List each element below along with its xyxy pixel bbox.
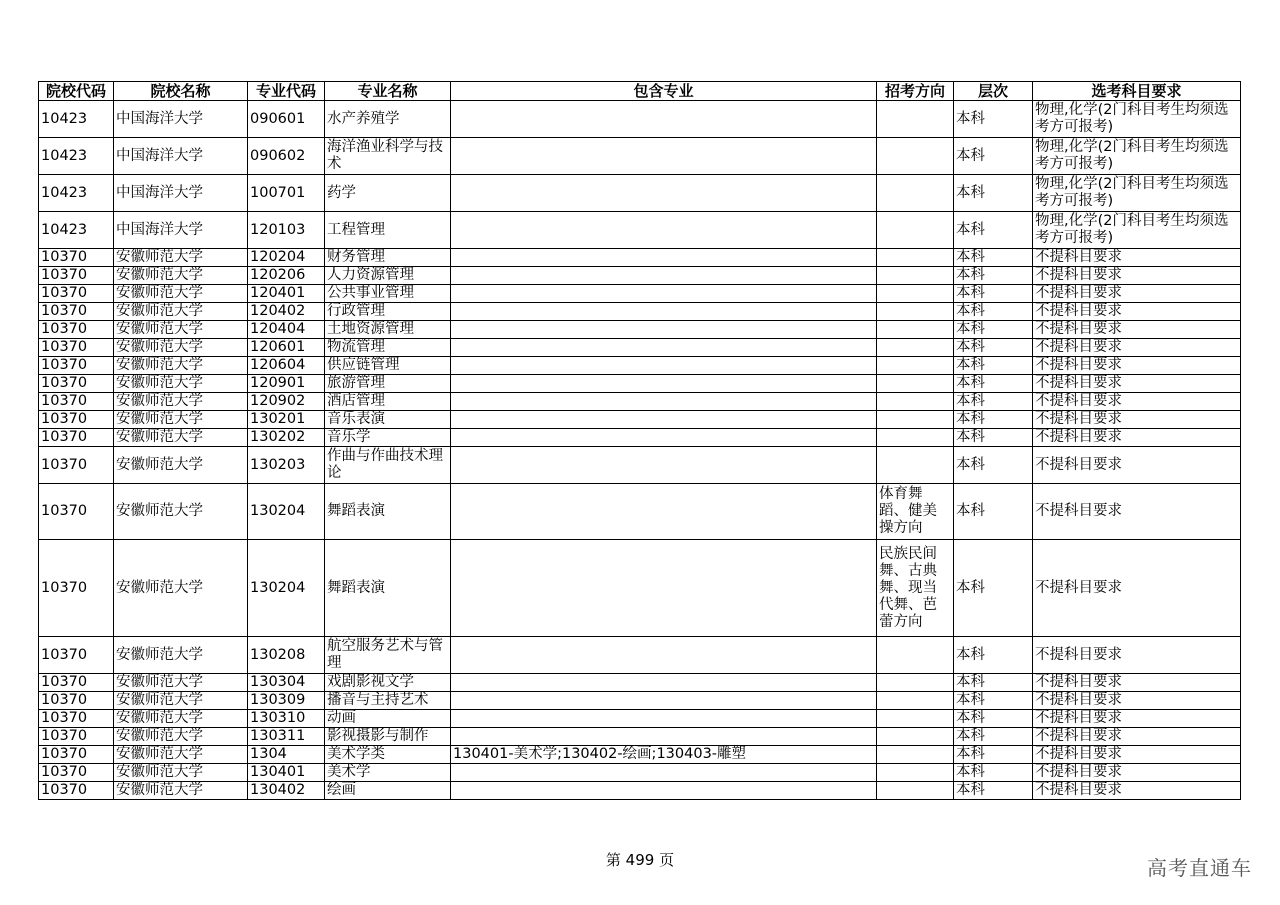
- table-row: [39, 101, 1241, 138]
- cell-school-name: 安徽师范大学: [114, 285, 248, 303]
- cell-included-majors: [451, 212, 877, 249]
- cell-direction: [877, 175, 954, 212]
- cell-school-code: 10370: [39, 411, 114, 429]
- cell-requirement: 不提科目要求: [1033, 746, 1241, 764]
- cell-included-majors: [451, 782, 877, 800]
- table-row: [39, 447, 1241, 484]
- cell-school-code: 10370: [39, 447, 114, 484]
- cell-level: 本科: [954, 728, 1033, 746]
- cell-requirement: 不提科目要求: [1033, 782, 1241, 800]
- cell-school-code: 10370: [39, 393, 114, 411]
- cell-level: 本科: [954, 321, 1033, 339]
- cell-requirement: 不提科目要求: [1033, 357, 1241, 375]
- cell-included-majors: [451, 710, 877, 728]
- cell-direction: [877, 447, 954, 484]
- table-row: [39, 138, 1241, 175]
- cell-major-name: 音乐表演: [325, 411, 451, 429]
- table-row: [39, 212, 1241, 249]
- cell-direction: [877, 674, 954, 692]
- cell-school-name: 中国海洋大学: [114, 175, 248, 212]
- cell-direction: 民族民间舞、古典舞、现当代舞、芭蕾方向: [877, 540, 954, 637]
- cell-school-code: 10423: [39, 138, 114, 175]
- cell-included-majors: [451, 101, 877, 138]
- cell-level: 本科: [954, 212, 1033, 249]
- cell-included-majors: [451, 540, 877, 637]
- cell-requirement: 不提科目要求: [1033, 484, 1241, 540]
- table-row: [39, 249, 1241, 267]
- cell-school-code: 10370: [39, 249, 114, 267]
- cell-direction: [877, 728, 954, 746]
- header-requirement: 选考科目要求: [1033, 82, 1241, 101]
- cell-major-code: 090601: [248, 101, 325, 138]
- cell-included-majors: [451, 393, 877, 411]
- cell-included-majors: [451, 303, 877, 321]
- cell-school-code: 10370: [39, 303, 114, 321]
- cell-direction: [877, 357, 954, 375]
- table-row: [39, 411, 1241, 429]
- cell-direction: [877, 411, 954, 429]
- cell-major-name: 舞蹈表演: [325, 540, 451, 637]
- cell-school-name: 安徽师范大学: [114, 429, 248, 447]
- cell-direction: [877, 710, 954, 728]
- cell-school-code: 10370: [39, 357, 114, 375]
- cell-major-code: 100701: [248, 175, 325, 212]
- cell-included-majors: [451, 138, 877, 175]
- cell-major-code: 130208: [248, 637, 325, 674]
- table-row: [39, 267, 1241, 285]
- cell-major-code: 130309: [248, 692, 325, 710]
- cell-included-majors: [451, 375, 877, 393]
- table-row: [39, 540, 1241, 637]
- cell-level: 本科: [954, 267, 1033, 285]
- cell-requirement: 不提科目要求: [1033, 249, 1241, 267]
- cell-school-code: 10370: [39, 782, 114, 800]
- cell-school-code: 10370: [39, 540, 114, 637]
- cell-major-code: 130204: [248, 540, 325, 637]
- cell-direction: [877, 138, 954, 175]
- table-row: [39, 375, 1241, 393]
- table-row: [39, 484, 1241, 540]
- cell-major-code: 120902: [248, 393, 325, 411]
- cell-major-name: 财务管理: [325, 249, 451, 267]
- admission-table: [38, 81, 1241, 800]
- header-level: 层次: [954, 82, 1033, 101]
- table-row: [39, 339, 1241, 357]
- cell-school-name: 安徽师范大学: [114, 728, 248, 746]
- cell-level: 本科: [954, 429, 1033, 447]
- cell-major-name: 水产养殖学: [325, 101, 451, 138]
- cell-direction: [877, 375, 954, 393]
- cell-level: 本科: [954, 674, 1033, 692]
- cell-direction: 体育舞蹈、健美操方向: [877, 484, 954, 540]
- cell-included-majors: [451, 249, 877, 267]
- cell-requirement: 不提科目要求: [1033, 710, 1241, 728]
- cell-major-code: 120206: [248, 267, 325, 285]
- cell-major-name: 动画: [325, 710, 451, 728]
- cell-level: 本科: [954, 393, 1033, 411]
- cell-school-name: 安徽师范大学: [114, 411, 248, 429]
- cell-school-code: 10370: [39, 637, 114, 674]
- cell-included-majors: [451, 447, 877, 484]
- header-major-code: 专业代码: [248, 82, 325, 101]
- cell-major-code: 120103: [248, 212, 325, 249]
- cell-school-name: 安徽师范大学: [114, 393, 248, 411]
- cell-requirement: 物理,化学(2门科目考生均须选考方可报考): [1033, 138, 1241, 175]
- cell-requirement: 物理,化学(2门科目考生均须选考方可报考): [1033, 212, 1241, 249]
- header-school-name: 院校名称: [114, 82, 248, 101]
- cell-direction: [877, 692, 954, 710]
- table-row: [39, 393, 1241, 411]
- cell-school-code: 10370: [39, 710, 114, 728]
- cell-included-majors: [451, 692, 877, 710]
- cell-major-code: 130204: [248, 484, 325, 540]
- cell-included-majors: [451, 339, 877, 357]
- cell-school-name: 安徽师范大学: [114, 540, 248, 637]
- table-row: [39, 303, 1241, 321]
- cell-level: 本科: [954, 357, 1033, 375]
- page-number: 第 499 页: [605, 851, 675, 869]
- cell-included-majors: [451, 411, 877, 429]
- cell-included-majors: [451, 764, 877, 782]
- cell-major-code: 120204: [248, 249, 325, 267]
- cell-included-majors: [451, 637, 877, 674]
- cell-school-code: 10370: [39, 375, 114, 393]
- cell-direction: [877, 285, 954, 303]
- cell-school-name: 安徽师范大学: [114, 764, 248, 782]
- cell-requirement: 物理,化学(2门科目考生均须选考方可报考): [1033, 175, 1241, 212]
- header-school-code: 院校代码: [39, 82, 114, 101]
- cell-requirement: 物理,化学(2门科目考生均须选考方可报考): [1033, 101, 1241, 138]
- cell-level: 本科: [954, 782, 1033, 800]
- cell-level: 本科: [954, 484, 1033, 540]
- cell-level: 本科: [954, 101, 1033, 138]
- cell-direction: [877, 101, 954, 138]
- cell-requirement: 不提科目要求: [1033, 540, 1241, 637]
- cell-school-code: 10370: [39, 321, 114, 339]
- cell-major-name: 绘画: [325, 782, 451, 800]
- cell-school-name: 安徽师范大学: [114, 339, 248, 357]
- cell-direction: [877, 212, 954, 249]
- cell-school-code: 10370: [39, 285, 114, 303]
- cell-requirement: 不提科目要求: [1033, 447, 1241, 484]
- cell-requirement: 不提科目要求: [1033, 267, 1241, 285]
- cell-school-name: 安徽师范大学: [114, 692, 248, 710]
- cell-included-majors: [451, 267, 877, 285]
- cell-direction: [877, 637, 954, 674]
- cell-major-code: 120404: [248, 321, 325, 339]
- cell-direction: [877, 782, 954, 800]
- header-included-majors: 包含专业: [451, 82, 877, 101]
- cell-requirement: 不提科目要求: [1033, 728, 1241, 746]
- cell-level: 本科: [954, 692, 1033, 710]
- cell-major-name: 舞蹈表演: [325, 484, 451, 540]
- cell-requirement: 不提科目要求: [1033, 375, 1241, 393]
- cell-requirement: 不提科目要求: [1033, 692, 1241, 710]
- cell-major-name: 海洋渔业科学与技术: [325, 138, 451, 175]
- cell-school-name: 安徽师范大学: [114, 249, 248, 267]
- cell-level: 本科: [954, 138, 1033, 175]
- cell-major-name: 药学: [325, 175, 451, 212]
- cell-major-name: 音乐学: [325, 429, 451, 447]
- table-row: [39, 429, 1241, 447]
- cell-level: 本科: [954, 375, 1033, 393]
- cell-major-name: 旅游管理: [325, 375, 451, 393]
- cell-school-code: 10370: [39, 484, 114, 540]
- cell-major-code: 1304: [248, 746, 325, 764]
- cell-included-majors: [451, 429, 877, 447]
- cell-school-code: 10423: [39, 175, 114, 212]
- cell-major-name: 美术学: [325, 764, 451, 782]
- cell-major-name: 行政管理: [325, 303, 451, 321]
- cell-school-name: 安徽师范大学: [114, 637, 248, 674]
- cell-level: 本科: [954, 447, 1033, 484]
- cell-major-name: 供应链管理: [325, 357, 451, 375]
- cell-requirement: 不提科目要求: [1033, 637, 1241, 674]
- cell-major-code: 130402: [248, 782, 325, 800]
- table-row: [39, 710, 1241, 728]
- cell-major-name: 航空服务艺术与管理: [325, 637, 451, 674]
- cell-major-code: 120901: [248, 375, 325, 393]
- cell-major-name: 播音与主持艺术: [325, 692, 451, 710]
- cell-major-name: 物流管理: [325, 339, 451, 357]
- cell-major-name: 人力资源管理: [325, 267, 451, 285]
- cell-school-name: 中国海洋大学: [114, 101, 248, 138]
- cell-major-name: 美术学类: [325, 746, 451, 764]
- cell-school-name: 安徽师范大学: [114, 484, 248, 540]
- table-body: [39, 101, 1241, 800]
- cell-major-code: 130201: [248, 411, 325, 429]
- cell-school-code: 10370: [39, 339, 114, 357]
- cell-major-name: 影视摄影与制作: [325, 728, 451, 746]
- cell-direction: [877, 321, 954, 339]
- cell-major-code: 130304: [248, 674, 325, 692]
- table-row: [39, 728, 1241, 746]
- cell-major-code: 130401: [248, 764, 325, 782]
- cell-requirement: 不提科目要求: [1033, 764, 1241, 782]
- table-row: [39, 637, 1241, 674]
- cell-included-majors: 130401-美术学;130402-绘画;130403-雕塑: [451, 746, 877, 764]
- cell-school-code: 10370: [39, 764, 114, 782]
- cell-requirement: 不提科目要求: [1033, 393, 1241, 411]
- cell-school-code: 10370: [39, 429, 114, 447]
- cell-major-code: 130310: [248, 710, 325, 728]
- cell-included-majors: [451, 321, 877, 339]
- cell-direction: [877, 267, 954, 285]
- cell-level: 本科: [954, 175, 1033, 212]
- cell-level: 本科: [954, 339, 1033, 357]
- table-row: [39, 746, 1241, 764]
- cell-major-name: 作曲与作曲技术理论: [325, 447, 451, 484]
- cell-direction: [877, 393, 954, 411]
- cell-major-code: 130311: [248, 728, 325, 746]
- cell-included-majors: [451, 285, 877, 303]
- header-row: [39, 82, 1241, 101]
- cell-school-name: 安徽师范大学: [114, 746, 248, 764]
- cell-direction: [877, 339, 954, 357]
- cell-requirement: 不提科目要求: [1033, 674, 1241, 692]
- cell-major-name: 土地资源管理: [325, 321, 451, 339]
- cell-major-name: 公共事业管理: [325, 285, 451, 303]
- cell-school-code: 10370: [39, 728, 114, 746]
- cell-included-majors: [451, 484, 877, 540]
- cell-major-name: 酒店管理: [325, 393, 451, 411]
- cell-major-code: 090602: [248, 138, 325, 175]
- cell-requirement: 不提科目要求: [1033, 321, 1241, 339]
- cell-major-code: 130203: [248, 447, 325, 484]
- table-row: [39, 782, 1241, 800]
- cell-school-code: 10423: [39, 101, 114, 138]
- cell-school-name: 安徽师范大学: [114, 674, 248, 692]
- cell-direction: [877, 249, 954, 267]
- cell-requirement: 不提科目要求: [1033, 411, 1241, 429]
- cell-level: 本科: [954, 249, 1033, 267]
- cell-included-majors: [451, 175, 877, 212]
- cell-requirement: 不提科目要求: [1033, 339, 1241, 357]
- cell-requirement: 不提科目要求: [1033, 429, 1241, 447]
- cell-major-code: 120402: [248, 303, 325, 321]
- table-row: [39, 321, 1241, 339]
- cell-school-code: 10370: [39, 674, 114, 692]
- table-row: [39, 175, 1241, 212]
- cell-major-code: 120401: [248, 285, 325, 303]
- cell-school-name: 安徽师范大学: [114, 303, 248, 321]
- cell-school-name: 中国海洋大学: [114, 138, 248, 175]
- table-row: [39, 357, 1241, 375]
- cell-school-name: 安徽师范大学: [114, 375, 248, 393]
- cell-level: 本科: [954, 411, 1033, 429]
- cell-school-code: 10370: [39, 692, 114, 710]
- cell-school-name: 安徽师范大学: [114, 267, 248, 285]
- table-row: [39, 764, 1241, 782]
- cell-level: 本科: [954, 710, 1033, 728]
- cell-school-name: 中国海洋大学: [114, 212, 248, 249]
- cell-major-name: 戏剧影视文学: [325, 674, 451, 692]
- cell-major-code: 130202: [248, 429, 325, 447]
- cell-level: 本科: [954, 764, 1033, 782]
- cell-school-code: 10370: [39, 267, 114, 285]
- cell-direction: [877, 746, 954, 764]
- table-row: [39, 692, 1241, 710]
- cell-direction: [877, 429, 954, 447]
- cell-level: 本科: [954, 746, 1033, 764]
- header-major-name: 专业名称: [325, 82, 451, 101]
- cell-major-name: 工程管理: [325, 212, 451, 249]
- cell-included-majors: [451, 674, 877, 692]
- cell-level: 本科: [954, 303, 1033, 321]
- cell-school-code: 10423: [39, 212, 114, 249]
- cell-school-name: 安徽师范大学: [114, 321, 248, 339]
- cell-school-name: 安徽师范大学: [114, 447, 248, 484]
- cell-school-name: 安徽师范大学: [114, 357, 248, 375]
- cell-school-name: 安徽师范大学: [114, 782, 248, 800]
- cell-included-majors: [451, 728, 877, 746]
- table-row: [39, 285, 1241, 303]
- cell-major-code: 120601: [248, 339, 325, 357]
- cell-school-name: 安徽师范大学: [114, 710, 248, 728]
- cell-requirement: 不提科目要求: [1033, 285, 1241, 303]
- cell-direction: [877, 764, 954, 782]
- table-row: [39, 674, 1241, 692]
- cell-level: 本科: [954, 637, 1033, 674]
- cell-requirement: 不提科目要求: [1033, 303, 1241, 321]
- cell-level: 本科: [954, 285, 1033, 303]
- watermark-text: 高考直通车: [1147, 856, 1252, 880]
- cell-included-majors: [451, 357, 877, 375]
- header-direction: 招考方向: [877, 82, 954, 101]
- cell-direction: [877, 303, 954, 321]
- cell-major-code: 120604: [248, 357, 325, 375]
- cell-level: 本科: [954, 540, 1033, 637]
- cell-school-code: 10370: [39, 746, 114, 764]
